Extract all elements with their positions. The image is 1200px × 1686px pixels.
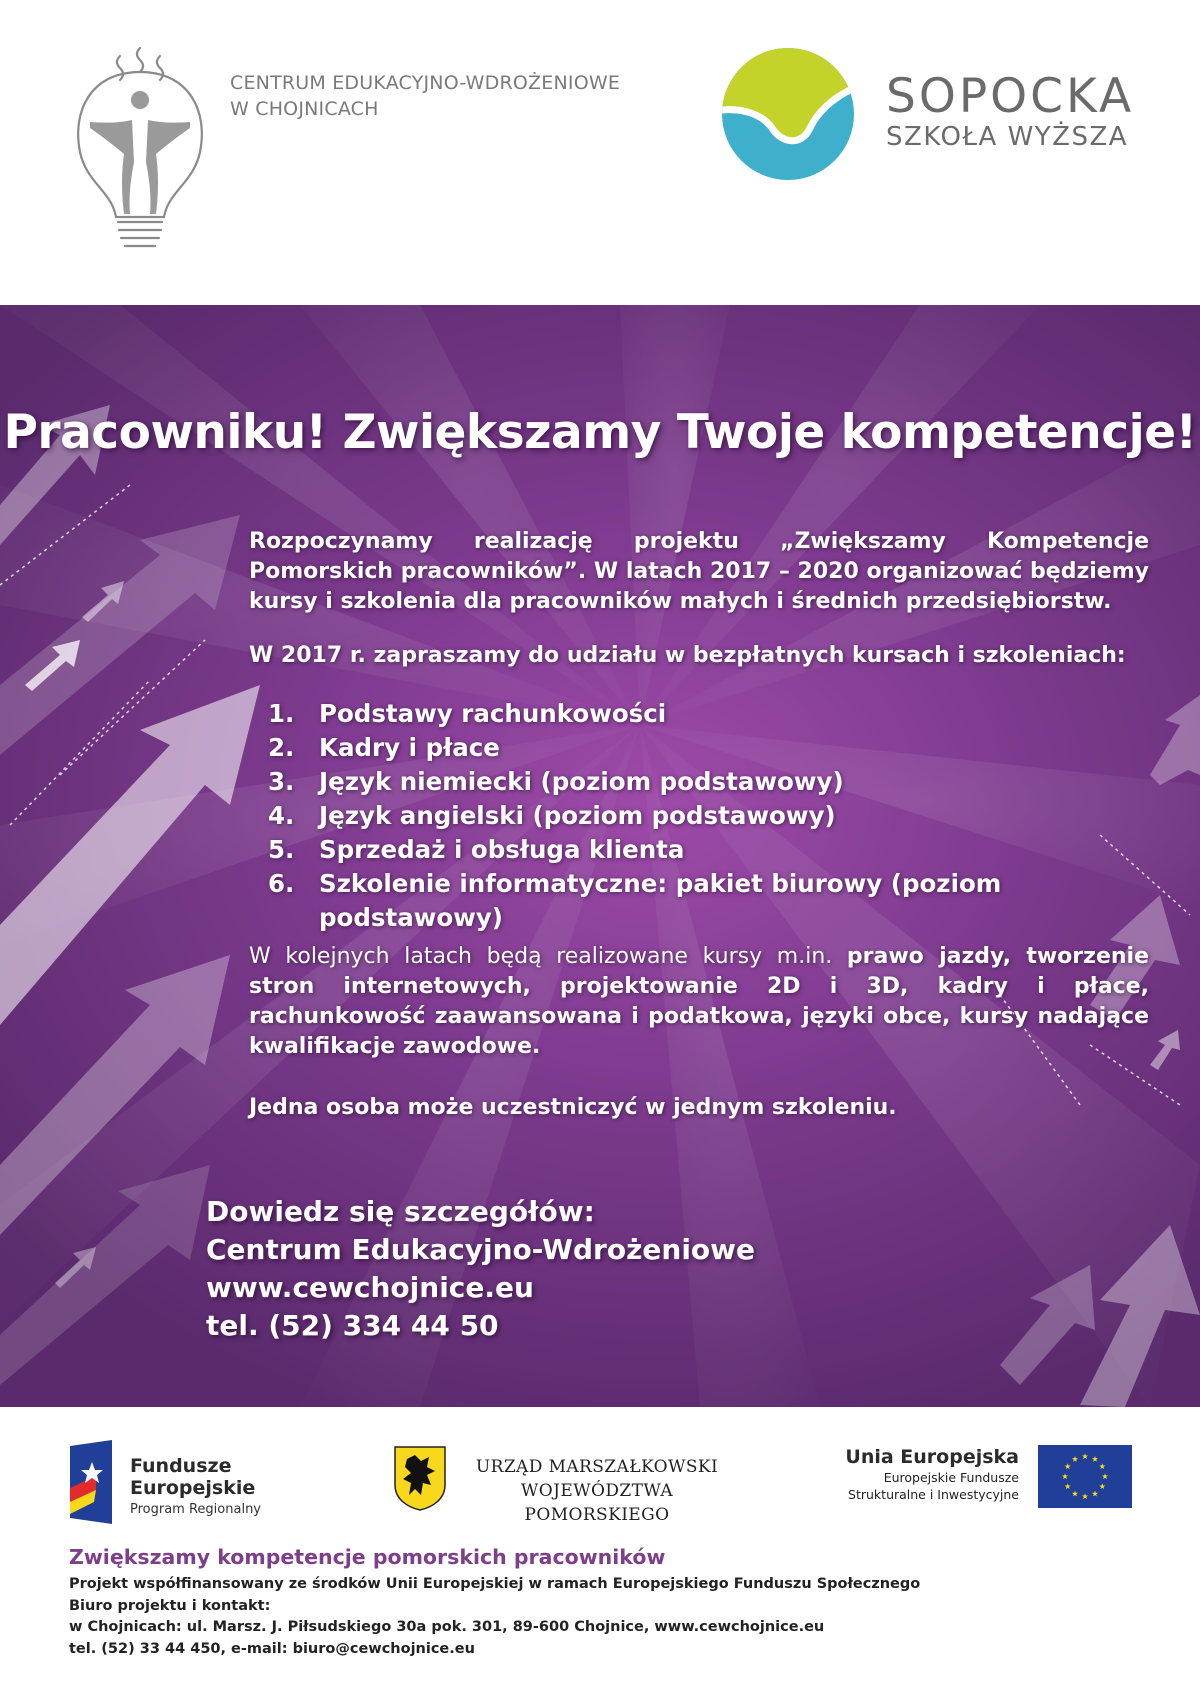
fe-title-line2: Europejskie — [130, 1477, 256, 1499]
fundusze-europejskie-text — [130, 1455, 261, 1521]
um-line2: WOJEWÓDZTWA POMORSKIEGO — [520, 1481, 674, 1525]
urzad-marszalkowski-text — [452, 1455, 742, 1527]
fe-subtitle: Program Regionalny — [130, 1502, 261, 1517]
ssw-name-line1: SOPOCKA — [886, 69, 1135, 124]
contact-block — [206, 1193, 755, 1345]
ssw-institution-name — [886, 69, 1135, 152]
fundusze-europejskie-logo — [70, 1440, 112, 1524]
contact-phone: tel. (52) 334 44 50 — [206, 1309, 499, 1342]
cew-name-line1: CENTRUM EDUKACYJNO-WDROŻENIOWE — [230, 72, 621, 94]
um-line1: URZĄD MARSZAŁKOWSKI — [475, 1457, 719, 1477]
fe-title-line1: Fundusze — [130, 1455, 232, 1477]
ssw-circle-logo — [722, 48, 854, 180]
course-number: 4. — [268, 801, 295, 830]
headline: Pracowniku! Zwiększamy Twoje kompetencje! — [3, 405, 1197, 460]
course-number: 6. — [268, 869, 295, 898]
intro-paragraph: Rozpoczynamy realizację projektu „Zwiększamy Kompetencje Pomorskich pracowników”. W latach 2017 – 2020 organizować będziemy kursy i szkolenia dla pracowników małych i średnich przedsiębiorstw. — [249, 529, 1149, 614]
course-label: Kadry i płace — [319, 733, 500, 762]
lightbulb-person-logo — [70, 42, 210, 262]
contact-heading: Dowiedz się szczegółów: — [206, 1195, 595, 1228]
course-label: Język angielski (poziom podstawowy) — [319, 801, 836, 830]
ue-title: Unia Europejska — [845, 1446, 1019, 1468]
invite-paragraph: W 2017 r. zapraszamy do udziału w bezpłatnych kursach i szkoleniach: — [249, 643, 1126, 668]
ue-sub1: Europejskie Fundusze — [883, 1470, 1019, 1485]
course-item — [268, 799, 1168, 833]
info-line-contact: tel. (52) 33 44 450, e-mail: biuro@cewchojnice.eu — [69, 1640, 475, 1657]
info-line-office: Biuro projektu i kontakt: — [69, 1597, 271, 1614]
one-person-note: Jedna osoba może uczestniczyć w jednym szkoleniu. — [249, 1095, 897, 1120]
course-label: Podstawy rachunkowości — [319, 699, 667, 728]
purple-main-panel — [0, 305, 1200, 1407]
course-item — [268, 867, 1168, 935]
cew-institution-name — [230, 70, 620, 122]
course-number: 1. — [268, 699, 295, 728]
course-list — [268, 697, 1168, 935]
future-courses-list: prawo jazdy, tworzenie stron internetowych, projektowanie 2D i 3D, kadry i płace, rachunkowość zaawansowana i podatkowa, języki obce, kursy nadające kwalifikacje zawodowe. — [249, 944, 1149, 1059]
eu-flag-icon — [1038, 1445, 1132, 1508]
project-title: Zwiększamy kompetencje pomorskich pracowników — [69, 1545, 666, 1569]
course-label: Sprzedaż i obsługa klienta — [319, 835, 685, 864]
course-label: Język niemiecki (poziom podstawowy) — [319, 767, 844, 796]
course-label: Szkolenie informatyczne: pakiet biurowy (poziom podstawowy) — [319, 869, 1002, 932]
info-line-cofinancing: Projekt współfinansowany ze środków Unii Europejskiej w ramach Europejskiego Funduszu Społecznego — [69, 1576, 921, 1592]
ssw-name-line2: SZKOŁA WYŻSZA — [886, 122, 1129, 152]
course-number: 3. — [268, 767, 295, 796]
course-item — [268, 833, 1168, 867]
course-number: 5. — [268, 835, 295, 864]
course-item — [268, 697, 1168, 731]
course-item — [268, 731, 1168, 765]
future-prefix: W kolejnych latach będą realizowane kursy m.in. — [249, 944, 847, 969]
info-line-address: w Chojnicach: ul. Marsz. J. Piłsudskiego 30a pok. 301, 89-600 Chojnice, www.cewchojnice.eu — [69, 1619, 825, 1635]
contact-org: Centrum Edukacyjno-Wdrożeniowe — [206, 1233, 756, 1266]
future-courses-paragraph — [249, 942, 1149, 1062]
unia-europejska-text — [800, 1445, 1019, 1503]
project-info — [69, 1574, 1149, 1660]
cew-name-line2: W CHOJNICACH — [230, 98, 379, 120]
course-number: 2. — [268, 733, 295, 762]
ue-sub2: Strukturalne i Inwestycyjne — [848, 1487, 1019, 1502]
header — [0, 0, 1200, 305]
course-item — [268, 765, 1168, 799]
footer — [0, 1407, 1200, 1686]
contact-website-link[interactable]: www.cewchojnice.eu — [206, 1271, 534, 1304]
pomorskie-griffin-crest — [393, 1445, 447, 1511]
